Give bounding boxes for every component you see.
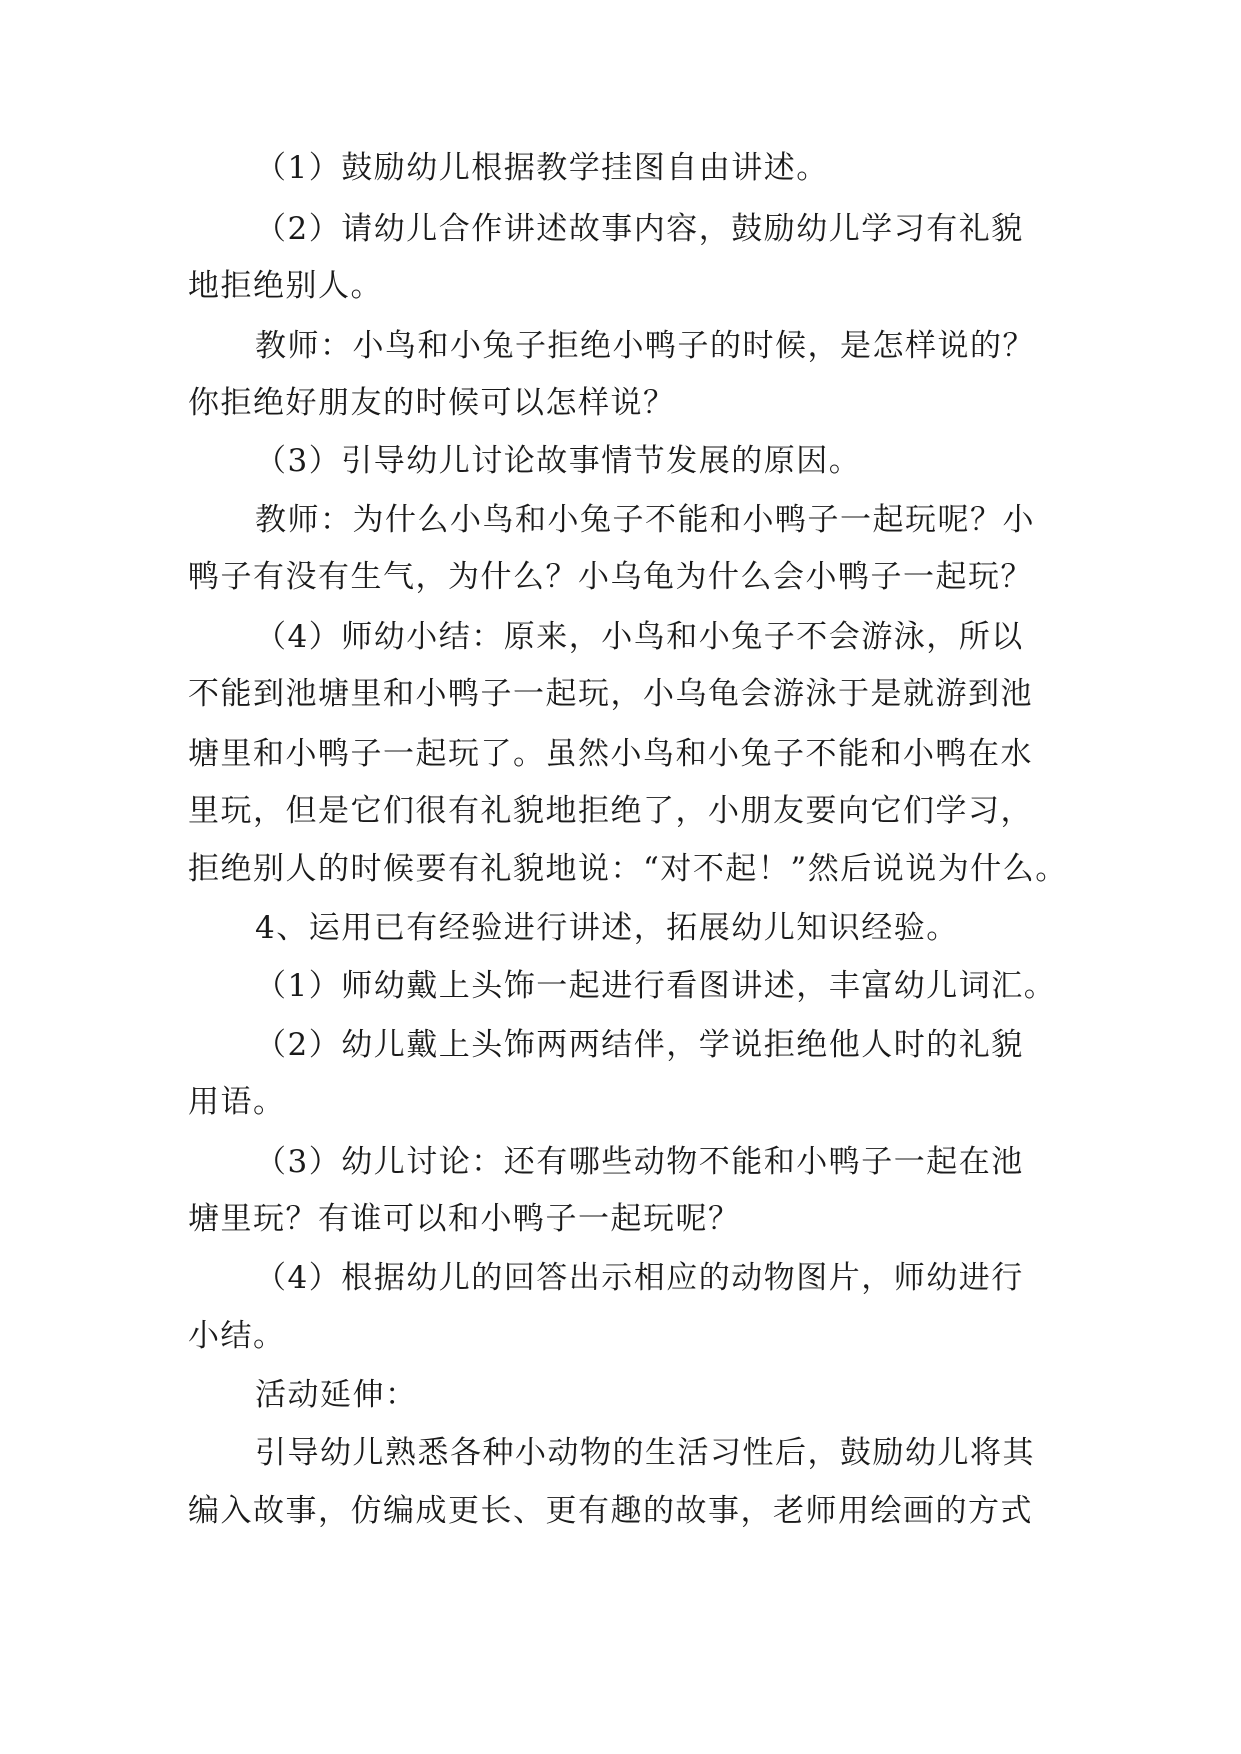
paragraph-line: （3）引导幼儿讨论故事情节发展的原因。 bbox=[255, 443, 862, 479]
paragraph-line: 引导幼儿熟悉各种小动物的生活习性后，鼓励幼儿将其 bbox=[255, 1435, 1035, 1471]
paragraph-line: 你拒绝好朋友的时候可以怎样说？ bbox=[188, 385, 676, 421]
paragraph-line: （4）师幼小结：原来，小鸟和小兔子不会游泳，所以 bbox=[255, 619, 1024, 655]
paragraph-line: 不能到池塘里和小鸭子一起玩，小乌龟会游泳于是就游到池 bbox=[188, 676, 1033, 712]
paragraph-line: （4）根据幼儿的回答出示相应的动物图片，师幼进行 bbox=[255, 1260, 1024, 1296]
paragraph-line: 用语。 bbox=[188, 1084, 286, 1120]
paragraph-line: 编入故事，仿编成更长、更有趣的故事，老师用绘画的方式 bbox=[188, 1493, 1033, 1529]
paragraph-line: 塘里玩？有谁可以和小鸭子一起玩呢？ bbox=[188, 1201, 741, 1237]
paragraph-line: 小结。 bbox=[188, 1318, 286, 1354]
paragraph-line: 地拒绝别人。 bbox=[188, 268, 383, 304]
paragraph-line: 教师：为什么小鸟和小兔子不能和小鸭子一起玩呢？小 bbox=[255, 502, 1035, 538]
paragraph-line: （2）幼儿戴上头饰两两结伴，学说拒绝他人时的礼貌 bbox=[255, 1027, 1024, 1063]
paragraph-line: 拒绝别人的时候要有礼貌地说：“对不起！”然后说说为什么。 bbox=[188, 851, 1068, 887]
paragraph-line: 教师：小鸟和小兔子拒绝小鸭子的时候，是怎样说的？ bbox=[255, 328, 1035, 364]
paragraph-line: 鸭子有没有生气，为什么？小乌龟为什么会小鸭子一起玩？ bbox=[188, 559, 1033, 595]
paragraph-line: （2）请幼儿合作讲述故事内容，鼓励幼儿学习有礼貌 bbox=[255, 211, 1024, 247]
paragraph-line: 塘里和小鸭子一起玩了。虽然小鸟和小兔子不能和小鸭在水 bbox=[188, 736, 1033, 772]
paragraph-line: 活动延伸： bbox=[255, 1377, 418, 1413]
paragraph-line: 里玩，但是它们很有礼貌地拒绝了，小朋友要向它们学习， bbox=[188, 793, 1033, 829]
paragraph-line: （3）幼儿讨论：还有哪些动物不能和小鸭子一起在池 bbox=[255, 1144, 1024, 1180]
paragraph-line: （1）鼓励幼儿根据教学挂图自由讲述。 bbox=[255, 150, 829, 186]
paragraph-line: 4、运用已有经验进行讲述，拓展幼儿知识经验。 bbox=[255, 910, 959, 946]
paragraph-line: （1）师幼戴上头饰一起进行看图讲述，丰富幼儿词汇。 bbox=[255, 968, 1057, 1004]
